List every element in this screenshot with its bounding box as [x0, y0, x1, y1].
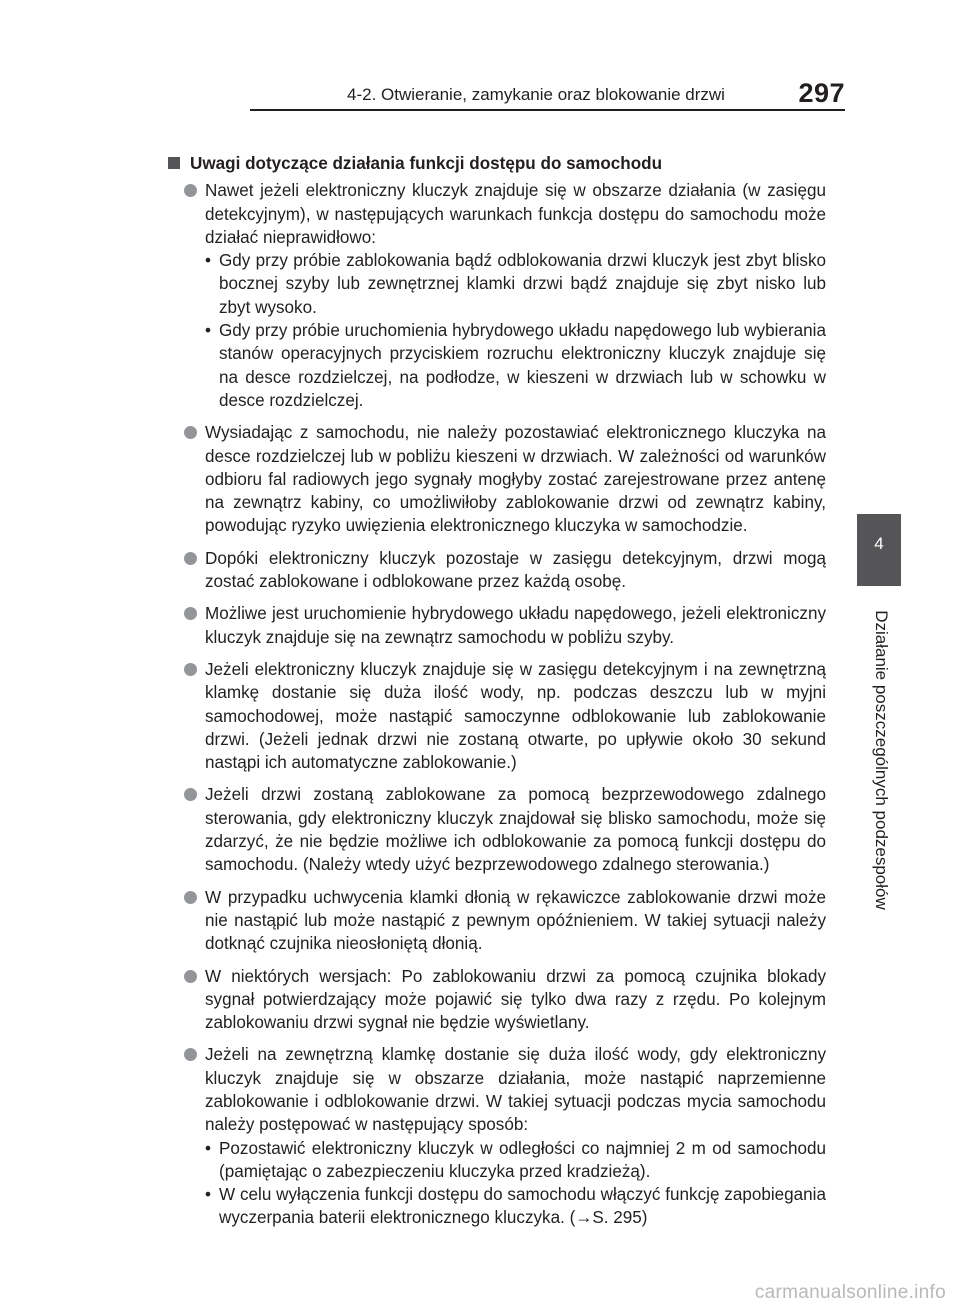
list-item — [168, 547, 826, 594]
sub-list-item-text: Gdy przy próbie uruchomienia hybrydowego układu napędowego lub wybierania stanów operacyjnych przyciskiem rozruchu elektroniczny kluczyk znajduje się na desce rozdzielczej, na podłodze, w kieszeni w drzwiach lub w schowku w desce rozdzielczej. — [219, 321, 826, 410]
circle-bullet-icon — [184, 970, 197, 983]
sub-list-item-text: Pozostawić elektroniczny kluczyk w odległości co najmniej 2 m od samochodu (pamiętając o zabezpieczeniu kluczyka przed kradzieżą). — [219, 1138, 826, 1181]
sub-list-item — [205, 1183, 826, 1230]
list-item-text: Dopóki elektroniczny kluczyk pozostaje w zasięgu detekcyjnym, drzwi mogą zostać zablokowane i odblokowane przez każdą osobę. — [205, 548, 826, 592]
list-item-text: Jeżeli drzwi zostaną zablokowane za pomocą bezprzewodowego zdalnego sterowania, gdy elektroniczny kluczyk znajdował się blisko samochodu, może się zdarzyć, że nie będzie możliwe ich odblokowanie za pomocą funkcji dostępu do samochodu. (Należy wtedy użyć bezprzewodowego zdalnego sterowania.) — [205, 785, 826, 875]
watermark: carmanualsonline.info — [754, 1282, 946, 1303]
page-number: 297 — [798, 78, 845, 108]
dot-bullet-icon: • — [205, 1185, 211, 1205]
circle-bullet-icon — [184, 788, 197, 801]
list-item-text: W przypadku uchwycenia klamki dłonią w rękawiczce zablokowanie drzwi może nie nastąpić lub może nastąpić z pewnym opóźnieniem. W takiej sytuacji należy dotknąć czujnika nieosłoniętą dłonią. — [205, 887, 826, 954]
circle-bullet-icon — [184, 426, 197, 439]
circle-bullet-icon — [184, 607, 197, 620]
header-divider — [250, 109, 845, 111]
list-item — [168, 602, 826, 649]
list-item-text: Możliwe jest uruchomienie hybrydowego układu napędowego, jeżeli elektroniczny kluczyk znajduje się na zewnątrz samochodu w pobliżu szyby. — [205, 604, 826, 647]
circle-bullet-icon — [184, 663, 197, 676]
list-item — [168, 886, 826, 956]
list-item-text: Jeżeli na zewnętrzną klamkę dostanie się duża ilość wody, gdy elektroniczny kluczyk znajduje się w obszarze działania, może nastąpić naprzemienne zablokowanie i odblokowanie drzwi. W takiej sytuacji podczas mycia samochodu należy postępować w następujący sposób: — [205, 1045, 826, 1135]
list-item-text: Wysiadając z samochodu, nie należy pozostawiać elektronicznego kluczyka na desce rozdzielczej lub w pobliżu kieszeni w drzwiach. W zależności od warunków odbioru fal radiowych jego sygnały mogłyby zostać zarejestrowane przez antenę na zewnątrz kabiny, co umożliwiłoby zablokowanie drzwi od zewnątrz kabiny, powodując ryzyko uwięzienia elektronicznego kluczyka w samochodzie. — [205, 423, 826, 536]
dot-bullet-icon: • — [205, 1138, 211, 1158]
page-header — [250, 78, 845, 108]
list-item-text: Nawet jeżeli elektroniczny kluczyk znajduje się w obszarze działania (w zasięgu detekcyjnym), w następujących warunkach funkcja dostępu do samochodu może działać nieprawidłowo: — [205, 181, 826, 247]
square-bullet-icon — [168, 157, 180, 169]
list-item-text: Jeżeli elektroniczny kluczyk znajduje się w zasięgu detekcyjnym i na zewnętrzną klamkę dostanie się duża ilość wody, np. podczas deszczu lub w myjni samochodowej, może nastąpić samoczynne odblokowanie lub zablokowanie drzwi. (Jeżeli jednak drzwi nie zostaną otwarte, po upływie około 30 sekund nastąpi ich automatyczne zablokowanie.) — [205, 659, 826, 773]
circle-bullet-icon — [184, 891, 197, 904]
list-item — [168, 179, 826, 412]
dot-bullet-icon: • — [205, 321, 211, 341]
chapter-tab-number: 4 — [874, 534, 884, 553]
list-item — [168, 658, 826, 774]
list-item — [168, 421, 826, 537]
sub-list-item — [205, 249, 826, 319]
section-heading — [168, 152, 826, 175]
section-title-text: Uwagi dotyczące działania funkcji dostępu do samochodu — [190, 154, 663, 173]
circle-bullet-icon — [184, 184, 197, 197]
circle-bullet-icon — [184, 1048, 197, 1061]
list-item — [168, 965, 826, 1035]
list-item-text: W niektórych wersjach: Po zablokowaniu drzwi za pomocą czujnika blokady sygnał potwierdzający może pojawić się tylko dwa razy z rzędu. Po kolejnym zablokowaniu drzwi sygnał nie będzie wyświetlany. — [205, 966, 826, 1033]
dot-bullet-icon: • — [205, 251, 211, 271]
sub-list-item-text: Gdy przy próbie zablokowania bądź odblokowania drzwi kluczyk jest zbyt blisko bocznej szyby lub zewnętrznej klamki drzwi bądź znajduje się zbyt nisko lub zbyt wysoko. — [219, 251, 826, 317]
circle-bullet-icon — [184, 552, 197, 565]
chapter-tab — [857, 514, 901, 586]
chapter-title: 4-2. Otwieranie, zamykanie oraz blokowanie drzwi — [347, 85, 725, 104]
sub-list-item — [205, 319, 826, 412]
chapter-side-label: Działanie poszczególnych podzespołów — [872, 610, 891, 910]
list-item — [168, 1043, 826, 1229]
main-content — [168, 152, 826, 1239]
list-item — [168, 783, 826, 876]
sub-list-item — [205, 1137, 826, 1184]
sub-list-item-text: W celu wyłączenia funkcji dostępu do samochodu włączyć funkcję zapobiegania wyczerpania baterii elektronicznego kluczyka. (→S. 295) — [219, 1185, 826, 1228]
